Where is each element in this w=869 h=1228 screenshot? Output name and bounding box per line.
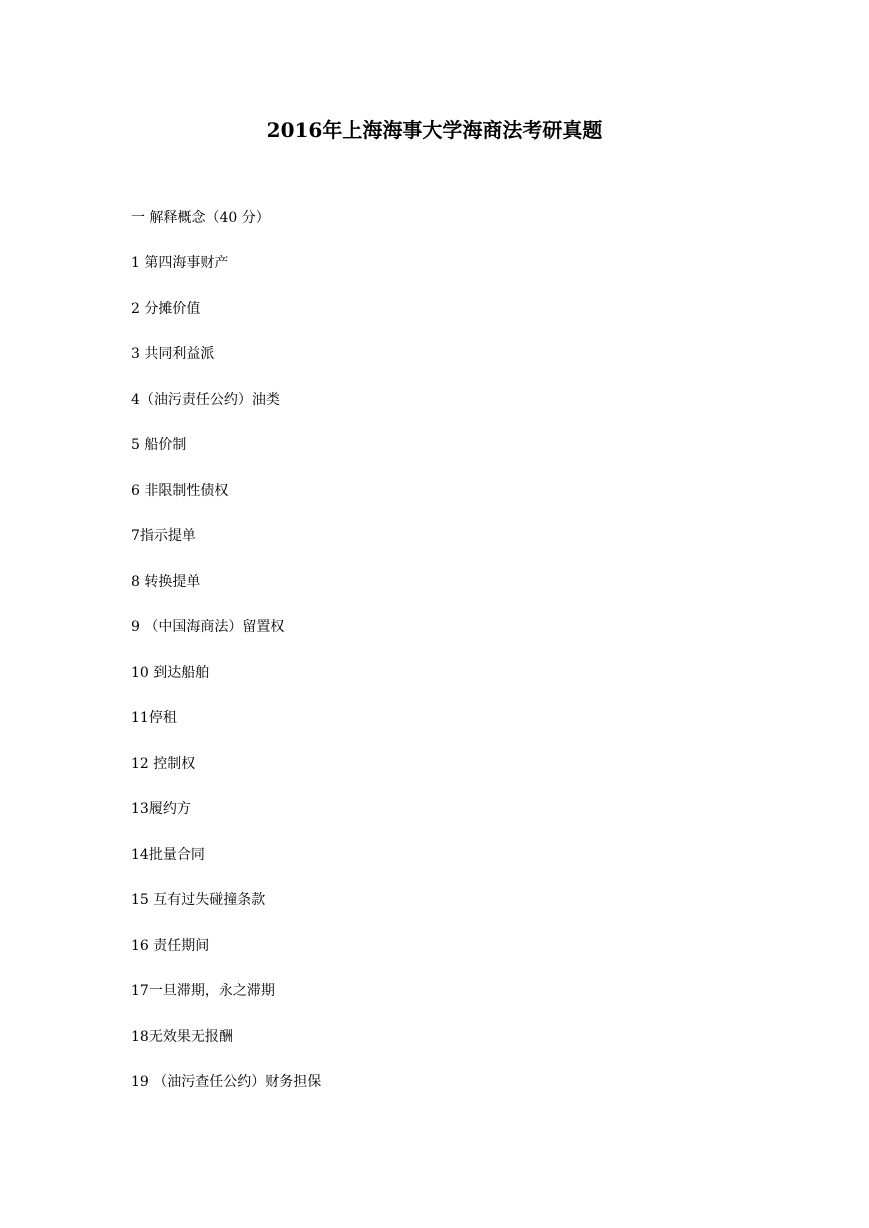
- question-list: [131, 253, 321, 1118]
- question-item: 10 到达船舶: [131, 664, 210, 681]
- question-item: 18无效果无报酬: [131, 1028, 233, 1045]
- document-title: 2016年上海海事大学海商法考研真题: [266, 118, 603, 142]
- question-item: 19 （油污查任公约）财务担保: [131, 1074, 322, 1090]
- question-item: 8 转换提单: [131, 573, 201, 590]
- question-item: 12 控制权: [131, 755, 196, 772]
- question-item: 11停租: [131, 710, 177, 726]
- question-item: 9 （中国海商法）留置权: [131, 619, 285, 635]
- question-item: 14批量合同: [131, 846, 205, 863]
- section-heading: 一 解释概念（40 分）: [131, 210, 270, 226]
- question-item: 2 分摊价值: [131, 300, 201, 317]
- question-item: 3 共同利益派: [131, 346, 215, 362]
- question-item: 5 船价制: [131, 437, 187, 453]
- question-item: 4（油污责任公约）油类: [131, 391, 280, 408]
- question-item: 13履约方: [131, 801, 191, 817]
- question-item: 1 第四海事财产: [131, 255, 229, 271]
- question-item: 16 责任期间: [131, 937, 210, 954]
- question-item: 15 互有过失碰撞条款: [131, 892, 266, 908]
- question-item: 7指示提单: [131, 528, 196, 544]
- question-item: 6 非限制性债权: [131, 482, 229, 499]
- question-item: 17一旦滞期，永之滞期: [131, 983, 275, 999]
